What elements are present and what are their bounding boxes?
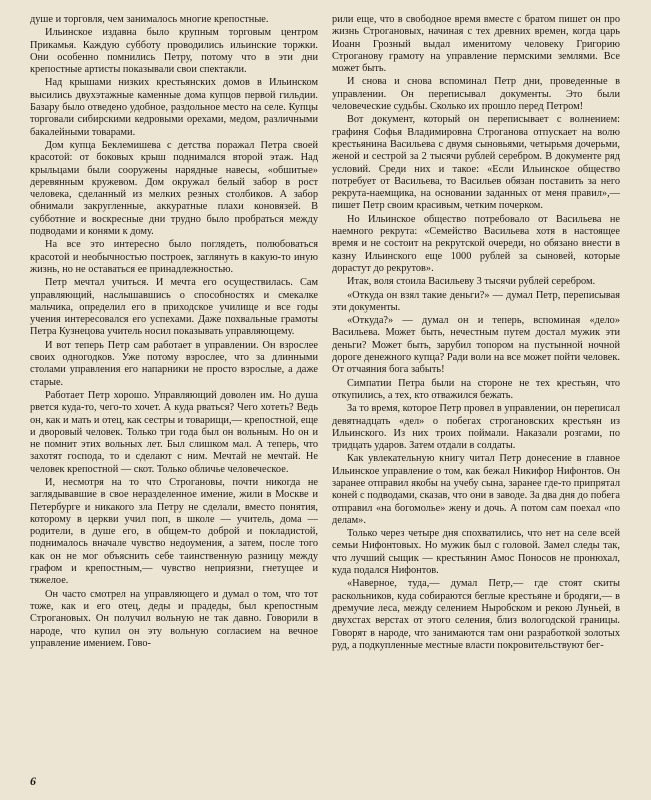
paragraph: Симпатии Петра были на стороне не тех крестьян, что откупились, а тех, кто отважился бежать. xyxy=(332,377,620,401)
paragraph: Работает Петр хорошо. Управляющий доволен им. Но душа рвется куда-то, чего-то хочет. А куда рваться? Чего хотеть? Ведь он, как и мать и отец, как сестры и товарищи,— крепостной, еще и дворовый человек. Только три года был он вольным. Но он и не помнит этих вольных лет. Был слишком мал. А теперь, что захотят господа, то и сделают с ним. Мечтай не мечтай. Не человек крепостной — скот. Только обличье человеческое. xyxy=(30,389,318,475)
paragraph: Итак, воля стоила Васильеву 3 тысячи рублей серебром. xyxy=(347,276,596,288)
paragraph: Петр мечтал учиться. И мечта его осуществилась. Сам управляющий, наслышавшись о способностях и смекалке мальчика, определил его в приходское училище и все годы учения интересовался его успехами. Даже похвальные грамоты Петра Кузнецова учитель носил показывать управляющему. xyxy=(30,277,318,338)
paragraph: Но Ильинское общество потребовало от Васильева не наемного рекрута: «Семейство Васильева хотя в настоящее время и не состоит на рекрутской очереди, но обязано внести в казну Ильинского еще 1000 рублей за сыновей, которые дорастут до рекрутов». xyxy=(332,213,620,274)
paragraph: Вот документ, который он переписывает с волнением: графиня Софья Владимировна Строганова отпускает на волю крестьянина Васильева с двумя сыновьями, четырьмя дочерьми, женой и сестрой за 2 тысячи рублей серебром. В документе ряд условий. Среди них и такое: «Если Ильинское общество потребует от Васильева, то Васильев обязан поставить за него рекрута-наемщика, на основании заданных от меня правил»,— пишет Петр своим красивым, четким почерком. xyxy=(332,114,620,212)
paragraph: душе и торговля, чем занималось многие крепостные. xyxy=(30,14,269,25)
paragraph: И, несмотря на то что Строгановы, почти никогда не заглядывавшие в свое неразделенное имение, жили в Москве и Петербурге и никакого зла Петру не сделали, вместо понятия, которому в церкви учил поп, в школе — учитель, дома — родители, в душе его, в общем-то доброй и покладистой, поднималось вначале чувство недоумения, а затем, после того как он не мог объяснить себе таинственную разницу между графом и крепостным,— чувство неприязни, гнетущее и тяжелое. xyxy=(30,476,318,587)
paragraph: «Откуда?» — думал он и теперь, вспоминая «дело» Васильева. Может быть, нечестным путем достал мужик эти деньги? Может быть, зарубил топором на пустынной ночной дороге денежного купца? Ради воли на все может пойти человек. От отчаяния бога забыть! xyxy=(332,315,620,376)
left-text-column xyxy=(30,14,318,800)
paragraph: «Откуда он взял такие деньги?» — думал Петр, переписывая эти документы. xyxy=(332,289,620,313)
paragraph: Как увлекательную книгу читал Петр донесение в главное Ильинское управление о том, как бежал Никифор Нифонтов. Он заранее отправил якобы на учебу сына, заранее где-то припрятал коней с подводами, сказав, что они в заводе. За два дня до побега отправил «на богомолье» жену и дочь. А потом сам поехал «по делам». xyxy=(332,453,620,526)
paragraph: И вот теперь Петр сам работает в управлении. Он взрослее своих одногодков. Уже потому взрослее, что за длинными столами управления его напарники не просто взрослые, а даже старые. xyxy=(30,339,318,388)
right-text-column xyxy=(332,14,620,800)
paragraph: Над крышами низких крестьянских домов в Ильинском высились двухэтажные каменные дома купцов первой гильдии. Базару было отведено удобное, раздольное место на селе. Купцы торговали сибирскими кедровыми орехами, медом, различными бакалейными товарами. xyxy=(30,77,318,138)
paragraph: Он часто смотрел на управляющего и думал о том, что тот тоже, как и его отец, деды и прадеды, был крепостным Строгановых. Он получил вольную не так давно. Говорили в народе, что купил он эту вольную согласием на вечное управление имением. Гово- xyxy=(30,588,318,649)
paragraph: И снова и снова вспоминал Петр дни, проведенные в управлении. Он переписывал документы. Это были человеческие судьбы. Сколько их прошло перед Петром! xyxy=(332,76,620,113)
paragraph: Только через четыре дня спохватились, что нет на селе всей семьи Нифонтовых. Но мужик был с головой. Замел следы так, что лучший сыщик — крестьянин Амос Поносов не пронюхал, куда подался Нифонтов. xyxy=(332,528,620,577)
paragraph: За то время, которое Петр провел в управлении, он переписал девятнадцать «дел» о побегах строгановских крестьян из Ильинского. Из них троих поймали. Наказали розгами, по тридцать ударов. Затем отдали в солдаты. xyxy=(332,403,620,452)
paragraph: Ильинское издавна было крупным торговым центром Прикамья. Каждую субботу проводились ильинские торжки. Они особенно помнились Петру, потому что в эти дни крепостные артисты показывали свои спектакли. xyxy=(30,27,318,76)
paragraph: На все это интересно было поглядеть, полюбоваться красотой и необычностью построек, заглянуть в какую-то иную жизнь, но не оставаться ее принадлежностью. xyxy=(30,239,318,275)
paragraph: Дом купца Беклемишева с детства поражал Петра своей красотой: от боковых крыш поднимался второй этаж. Над крыльцами были сооружены нарядные навесы, «обшитые» деревянным кружевом. Дом окружал белый забор в рост человека, сделанный из мелких резных столбиков. А забор обнимали закругленные, аккуратные плахи коновязей. В субботние и воскресные дни трудно было пробраться между подводами и конями к дому. xyxy=(30,139,318,238)
page-number: 6 xyxy=(30,774,36,788)
paragraph: рили еще, что в свободное время вместе с братом пишет он про жизнь Строгановых, начиная с тех древних времен, когда царь Иоанн Грозный выдал именитому человеку Григорию Строганову грамоту на управление пермскими землями. Все может быть. xyxy=(332,14,620,75)
paragraph: «Наверное, туда,— думал Петр,— где стоят скиты раскольников, куда собираются беглые крестьяне и бродяги,— в дремучие леса, между селением Ныробском и рекою Луньей, в двухстах верстах от этого селения, близ вологодской границы. Говорят в народе, что занимаются там они разработкой золотых руд, а подкупленные местные власти покровительствуют бег- xyxy=(332,578,620,651)
